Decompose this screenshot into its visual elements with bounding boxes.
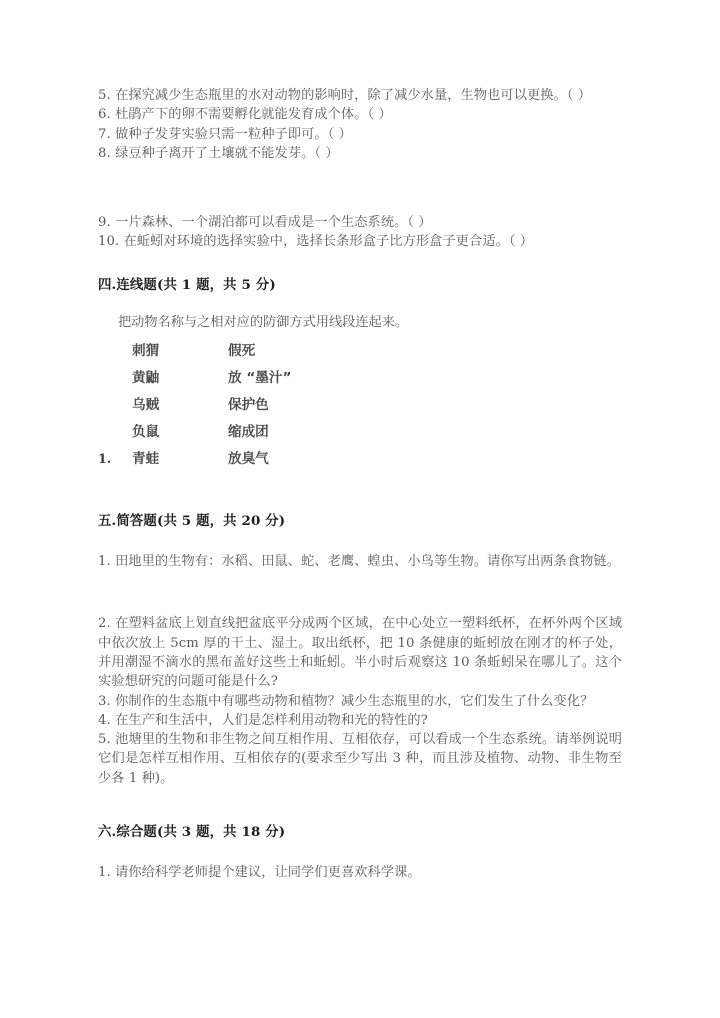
section-six-question-1: 1. 请你给科学老师提个建议，让同学们更喜欢科学课。 <box>98 865 421 881</box>
matching-defense[interactable]: 假死 <box>228 343 256 360</box>
matching-row[interactable] <box>98 339 622 366</box>
matching-defense[interactable]: 缩成团 <box>228 424 269 441</box>
matching-defense[interactable]: 放臭气 <box>228 451 269 468</box>
matching-defense[interactable]: 放 “墨汁” <box>228 370 292 387</box>
section-five-heading: 五.简答题(共 5 题，共 20 分) <box>98 513 286 530</box>
matching-instruction: 把动物名称与之相对应的防御方式用线段连起来。 <box>118 314 409 330</box>
matching-animal[interactable]: 刺猬 <box>132 343 160 360</box>
true-false-group-bottom <box>98 213 622 252</box>
true-false-item-5: 5. 在探究减少生态瓶里的水对动物的影响时，除了减少水量，生物也可以更换。（ ） <box>98 88 592 103</box>
matching-row[interactable] <box>98 366 622 393</box>
matching-row[interactable] <box>98 447 622 474</box>
true-false-item-8: 8. 绿豆种子离开了土壤就不能发芽。（ ） <box>98 145 339 161</box>
true-false-item-10: 10. 在蚯蚓对环境的选择实验中，选择长条形盒子比方形盒子更合适。（ ） <box>98 234 534 250</box>
matching-animal[interactable]: 青蛙 <box>132 451 160 468</box>
section-six-heading: 六.综合题(共 3 题，共 18 分) <box>98 824 286 841</box>
matching-row-number: 1. <box>98 451 112 467</box>
section-five-question-1: 1. 田地里的生物有：水稻、田鼠、蛇、老鹰、蝗虫、小鸟等生物。请你写出两条食物链。 <box>98 554 620 570</box>
section-five-question-3: 3. 你制作的生态瓶中有哪些动物和植物？减少生态瓶里的水，它们发生了什么变化？ <box>98 693 594 709</box>
matching-defense[interactable]: 保护色 <box>228 397 269 414</box>
section-five-question-2: 2. 在塑料盆底上划直线把盆底平分成两个区域，在中心处立一塑料纸杯，在杯外两个区域中依次放上 5cm 厚的干土、湿土。取出纸杯，把 10 条健康的蚯蚓放在刚才的杯子处，并用潮湿不滴水的黑布盖好这些土和蚯蚓。半小时后观察这 10 条蚯蚓呆在哪儿了。这个实验想研究的问题可能是什么? <box>98 616 622 690</box>
matching-animal[interactable]: 负鼠 <box>132 424 160 441</box>
true-false-item-6: 6. 杜鹃产下的卵不需要孵化就能发育成个体。（ ） <box>98 107 392 123</box>
section-four-heading: 四.连线题(共 1 题，共 5 分) <box>98 276 276 293</box>
matching-row[interactable] <box>98 420 622 447</box>
spacer <box>98 163 622 193</box>
true-false-group-top <box>98 86 622 163</box>
section-five-question-5: 5. 池塘里的生物和非生物之间互相作用、互相依存，可以看成一个生态系统。请举例说明它们是怎样互相作用、互相依存的(要求至少写出 3 种，而且涉及植物、动物、非生物至少各 1 种)。 <box>98 732 622 786</box>
matching-list <box>98 339 622 474</box>
matching-animal[interactable]: 黄鼬 <box>132 370 160 387</box>
section-five-question-4: 4. 在生产和生活中，人们是怎样利用动物和光的特性的? <box>98 712 428 728</box>
true-false-item-9: 9. 一片森林、一个湖泊都可以看成是一个生态系统。（ ） <box>98 215 432 231</box>
page-content <box>98 0 622 882</box>
matching-row[interactable] <box>98 393 622 420</box>
true-false-item-7: 7. 做种子发芽实验只需一粒种子即可。（ ） <box>98 126 352 142</box>
matching-animal[interactable]: 乌贼 <box>132 397 160 414</box>
